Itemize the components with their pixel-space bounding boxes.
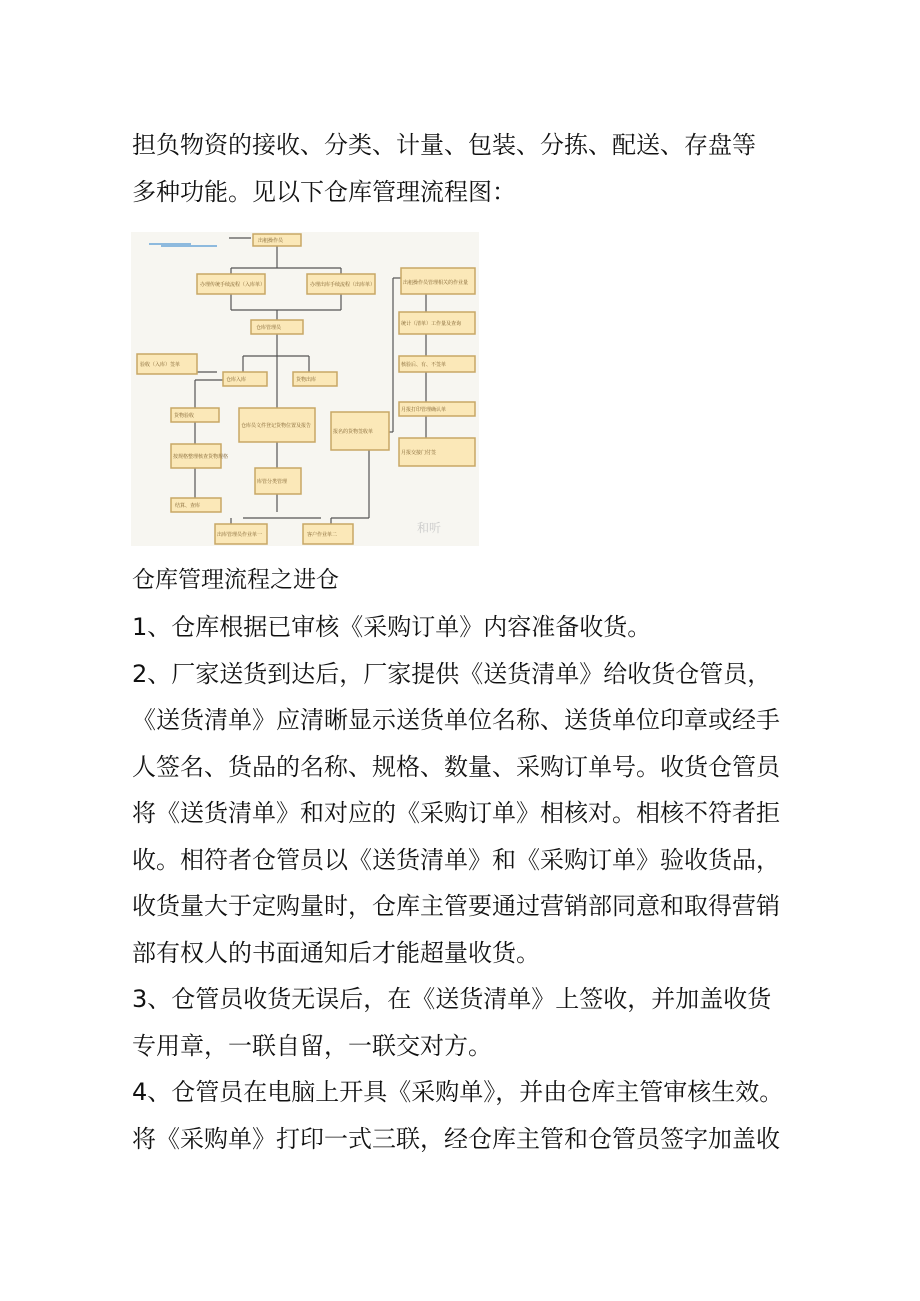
svg-text:仓库员文件登记货物位置及报告: 仓库员文件登记货物位置及报告 <box>241 423 312 429</box>
warehouse-flowchart-figure <box>131 232 479 546</box>
flowchart-box <box>239 408 315 442</box>
intro-paragraph <box>132 122 812 215</box>
flowchart-box <box>303 524 353 544</box>
svg-text:验收（入库）签单: 验收（入库）签单 <box>140 362 181 368</box>
flowchart-box <box>401 268 475 294</box>
flowchart-box <box>399 356 475 372</box>
flowchart-box <box>223 372 267 386</box>
svg-text:结算、查库: 结算、查库 <box>175 503 201 509</box>
flowchart-box <box>171 498 221 512</box>
svg-text:月报交接门付签: 月报交接门付签 <box>401 450 437 456</box>
body-paragraphs <box>132 604 812 1162</box>
text-line: 收。相符者仓管员以《送货清单》和《采购订单》验收货品， <box>132 845 780 874</box>
flowchart-box <box>255 468 301 494</box>
text-line: 将《送货清单》和对应的《采购订单》相核对。相核不符者拒 <box>132 799 780 827</box>
text-line: 1、仓库根据已审核《采购订单》内容准备收货。 <box>132 613 652 641</box>
flowchart-box <box>307 274 375 294</box>
svg-text:办理传统手续流程（入库单）: 办理传统手续流程（入库单） <box>200 282 266 288</box>
text-line: 3、仓管员收货无误后，在《送货清单》上签收，并加盖收货 <box>132 985 772 1013</box>
text-line: 收货量大于定购量时，仓库主管要通过营销部同意和取得营销 <box>132 892 780 920</box>
svg-text:库管分类管理: 库管分类管理 <box>257 479 288 485</box>
text-line: 2、厂家送货到达后，厂家提供《送货清单》给收货仓管员， <box>132 659 772 688</box>
text-line: 专用章，一联自留，一联交对方。 <box>132 1031 492 1060</box>
svg-text:按规格整理核查货物规格: 按规格整理核查货物规格 <box>173 454 229 460</box>
text-line: 人签名、货品的名称、规格、数量、采购订单号。收货仓管员 <box>132 752 780 781</box>
flowchart-box <box>251 320 303 334</box>
svg-text:统计（清单）工作量及查询: 统计（清单）工作量及查询 <box>401 321 462 327</box>
watermark-text: 和听 <box>417 521 442 535</box>
text-line: 《送货清单》应清晰显示送货单位名称、送货单位印章或经手 <box>132 706 780 734</box>
flowchart-box <box>399 438 475 466</box>
flowchart-box <box>197 274 265 294</box>
svg-text:仓库入库: 仓库入库 <box>226 377 247 383</box>
flowchart-box <box>215 524 267 544</box>
text-line: 多种功能。见以下仓库管理流程图： <box>132 177 516 206</box>
svg-text:仓库管理员: 仓库管理员 <box>256 325 282 331</box>
flowchart-box <box>171 408 219 422</box>
flowchart-svg <box>131 232 479 546</box>
flowchart-box <box>399 402 475 416</box>
flowchart-box <box>293 372 337 386</box>
flowchart-box <box>331 412 389 450</box>
section-heading: 仓库管理流程之进仓 <box>132 567 339 593</box>
flowchart-box <box>137 354 197 374</box>
text-line: 将《采购单》打印一式三联，经仓库主管和仓管员签字加盖收 <box>132 1124 780 1153</box>
svg-text:办理出库手续流程（出库单）: 办理出库手续流程（出库单） <box>310 282 376 288</box>
text-line: 部有权人的书面通知后才能超量收货。 <box>132 938 540 967</box>
svg-text:客户作业单二: 客户作业单二 <box>307 532 338 538</box>
svg-text:月报打印管理确认单: 月报打印管理确认单 <box>401 407 447 413</box>
svg-text:出库管理员作业单一: 出库管理员作业单一 <box>217 532 263 538</box>
svg-text:出租操作员管理相关的作业量: 出租操作员管理相关的作业量 <box>403 280 469 286</box>
svg-text:报名的货物签收单: 报名的货物签收单 <box>333 429 374 435</box>
svg-text:出租操作员: 出租操作员 <box>258 238 284 244</box>
svg-text:货物出库: 货物出库 <box>296 377 317 383</box>
flowchart-box <box>399 312 475 334</box>
flowchart-box <box>171 444 228 468</box>
svg-text:核验后、有、不签单: 核验后、有、不签单 <box>401 362 447 368</box>
flowchart-box <box>253 234 301 246</box>
svg-text:货物验收: 货物验收 <box>174 413 195 419</box>
text-line: 4、仓管员在电脑上开具《采购单》，并由仓库主管审核生效。 <box>132 1078 784 1106</box>
text-line: 担负物资的接收、分类、计量、包装、分拣、配送、存盘等 <box>132 131 756 159</box>
